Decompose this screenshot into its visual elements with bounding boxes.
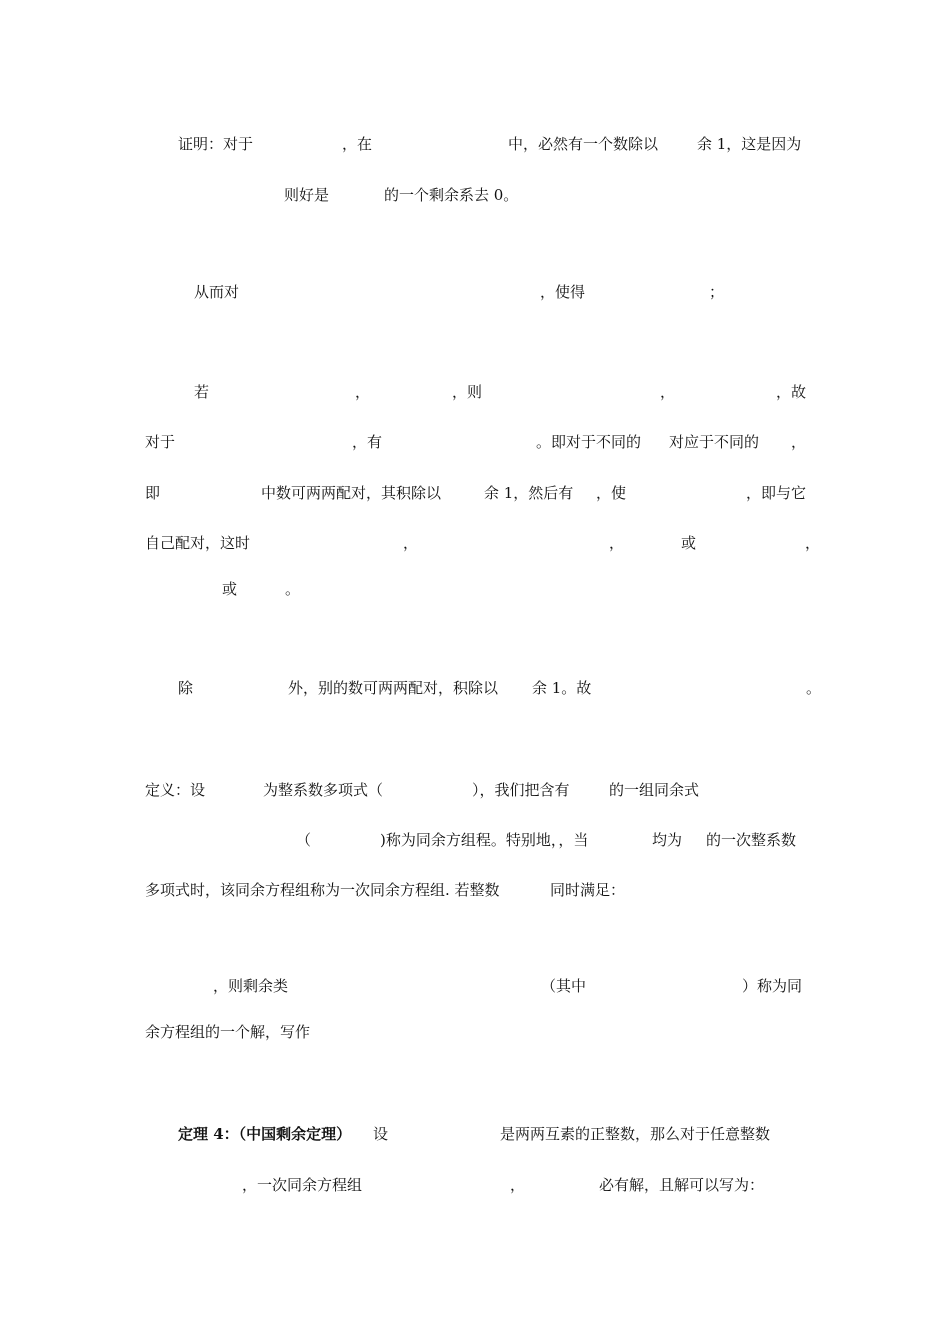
- proof-line7-d: 或: [681, 534, 697, 552]
- proof-line6-b: 中数可两两配对，其积除以: [261, 484, 442, 502]
- proof-line2-b: 的一个剩余系去 0。: [384, 186, 519, 204]
- proof-line7-e: ，: [805, 534, 821, 552]
- proof-line6-a: 即: [145, 484, 161, 502]
- definition-line4-c: ）称为同: [742, 977, 803, 995]
- proof-line7-b: ，: [403, 534, 419, 552]
- proof-line5-d: 对应于不同的: [669, 433, 760, 451]
- definition-line2-d: 的一次整系数: [706, 831, 797, 849]
- definition-line2-a: （: [296, 831, 312, 849]
- definition-line1-b: 为整系数多项式（: [263, 781, 384, 799]
- proof-line5-c: 。即对于不同的: [536, 433, 642, 451]
- definition-line1-d: 的一组同余式: [609, 781, 700, 799]
- proof-line9-d: 。: [806, 679, 822, 697]
- proof-line1-d: 余 1，这是因为: [697, 135, 802, 153]
- proof-line9-c: 余 1。故: [532, 679, 592, 697]
- definition-line3-b: 同时满足：: [550, 881, 626, 899]
- theorem-line2-a: ，一次同余方程组: [242, 1176, 363, 1194]
- proof-line1-c: 中，必然有一个数除以: [508, 135, 659, 153]
- proof-line4-d: ，: [660, 383, 676, 401]
- proof-line4-c: ，则: [452, 383, 483, 401]
- definition-line1-c: ），我们把含有: [472, 781, 570, 799]
- proof-line1-a: 证明：对于: [178, 135, 254, 153]
- theorem-line2-c: 必有解，且解可以写为：: [599, 1176, 765, 1194]
- theorem-line1-b: 是两两互素的正整数，那么对于任意整数: [500, 1125, 771, 1143]
- proof-line4-b: ，: [355, 383, 371, 401]
- proof-line5-a: 对于: [145, 433, 176, 451]
- proof-line6-c: 余 1，然后有: [484, 484, 574, 502]
- definition-line4-b: （其中: [541, 977, 587, 995]
- proof-line1-b: ，在: [342, 135, 373, 153]
- theorem-title: 定理 4：（中国剩余定理）: [178, 1125, 352, 1143]
- proof-line9-a: 除: [178, 679, 194, 697]
- proof-line9-b: 外，别的数可两两配对，积除以: [288, 679, 499, 697]
- proof-line5-e: ，: [791, 433, 807, 451]
- proof-line4-a: 若: [194, 383, 210, 401]
- proof-line6-e: ，即与它: [746, 484, 807, 502]
- theorem-line2-b: ，: [510, 1176, 526, 1194]
- definition-line2-c: 均为: [652, 831, 683, 849]
- proof-line3-c: ；: [709, 283, 725, 301]
- definition-line2-b: )称为同余方组程。特别地，，当: [380, 831, 589, 849]
- definition-line1-a: 定义：设: [145, 781, 206, 799]
- proof-line3-a: 从而对: [194, 283, 240, 301]
- definition-line4-a: ，则剩余类: [213, 977, 289, 995]
- definition-line3-a: 多项式时，该同余方程组称为一次同余方程组. 若整数: [145, 881, 500, 899]
- proof-line3-b: ，使得: [540, 283, 586, 301]
- proof-line5-b: ，有: [352, 433, 383, 451]
- proof-line7-c: ，: [609, 534, 625, 552]
- proof-line8-a: 或: [222, 580, 238, 598]
- proof-line8-b: 。: [285, 580, 301, 598]
- definition-line5: 余方程组的一个解，写作: [145, 1023, 311, 1041]
- proof-line4-e: ，故: [776, 383, 807, 401]
- proof-line2-a: 则好是: [284, 186, 330, 204]
- theorem-line1-a: 设: [373, 1125, 389, 1143]
- proof-line7-a: 自己配对，这时: [145, 534, 251, 552]
- proof-line6-d: ，使: [596, 484, 627, 502]
